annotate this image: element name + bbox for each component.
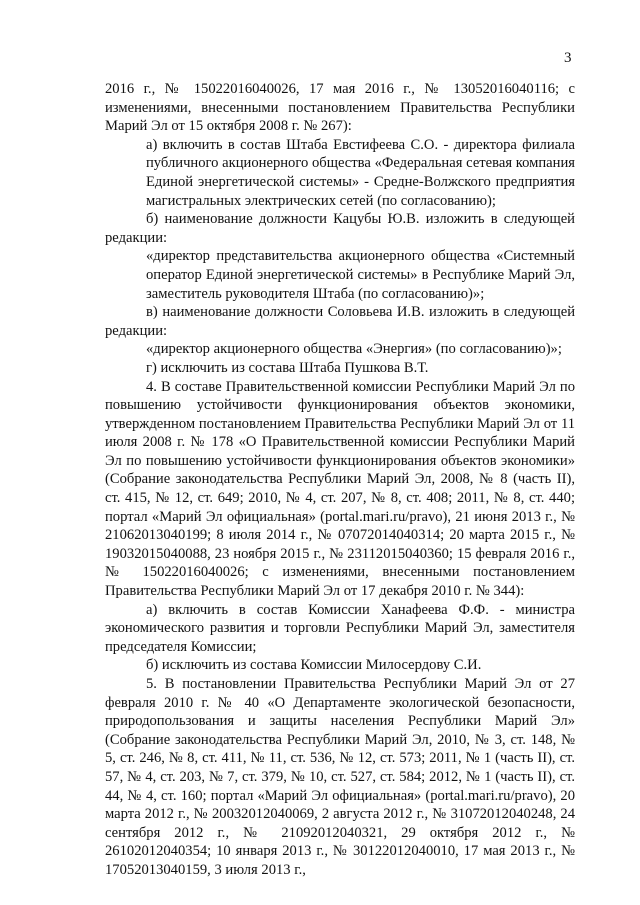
document-body bbox=[105, 80, 575, 880]
paragraph-item-a-include-khanafeev: а) включить в состав Комиссии Ханафеева Ф.Ф. - министра экономического развития и торговли Республики Марий Эл, заместителя председателя Комиссии; bbox=[105, 601, 575, 655]
paragraph-quote-energia: «директор акционерного общества «Энергия» (по согласованию)»; bbox=[146, 341, 562, 358]
paragraph-item-g-exclude-pushkov: г) исключить из состава Штаба Пушкова В.Т. bbox=[146, 359, 429, 376]
page-number: 3 bbox=[564, 50, 572, 66]
paragraph-quote-system-operator: «директор представительства акционерного общества «Системный оператор Единой энергетической системы» в Республике Марий Эл, заместитель руководителя Штаба (по согласованию)»; bbox=[146, 248, 575, 302]
paragraph-item-b-rename-katsuba: б) наименование должности Кацубы Ю.В. изложить в следующей редакции: bbox=[105, 211, 575, 246]
paragraph-item-a-include-evstifeev: а) включить в состав Штаба Евстифеева С.О. - директора филиала публичного акционерного общества «Федеральная сетевая компания Единой энергетической системы» - Средне-Волжского предприятия магистральных электрических сетей (по согласованию); bbox=[146, 136, 575, 209]
paragraph-item-v-rename-solovyev: в) наименование должности Соловьева И.В. изложить в следующей редакции: bbox=[105, 304, 575, 339]
paragraph-continuation: 2016 г., № 15022016040026, 17 мая 2016 г., № 13052016040116; с изменениями, внесенными постановлением Правительства Республики Марий Эл от 15 октября 2008 г. № 267): bbox=[105, 81, 575, 135]
paragraph-item-b-exclude-miloserdova: б) исключить из состава Комиссии Милосердову С.И. bbox=[146, 657, 482, 674]
paragraph-section-5: 5. В постановлении Правительства Республики Марий Эл от 27 февраля 2010 г. № 40 «О Департаменте экологической безопасности, природопользования и защиты населения Республики Марий Эл» (Собрание законодательства Республики Марий Эл, 2010, № 3, ст. 148, № 5, ст. 246, № 8, ст. 411, № 11, ст. 536, № 12, ст. 573; 2011, № 1 (часть II), ст. 57, № 4, ст. 203, № 7, ст. 379, № 10, ст. 527, ст. 584; 2012, № 1 (часть II), ст. 44, № 4, ст. 160; портал «Марий Эл официальная» (portal.mari.ru/pravo), 20 марта 2012 г., № 20032012040069, 2 августа 2012 г., № 31072012040248, 24 сентября 2012 г., № 21092012040321, 29 октября 2012 г., № 26102012040354; 10 января 2013 г., № 30122012040010, 17 мая 2013 г., № 17052013040159, 3 июля 2013 г., bbox=[105, 676, 575, 878]
paragraph-section-4: 4. В составе Правительственной комиссии Республики Марий Эл по повышению устойчивости функционирования объектов экономики, утвержденном постановлением Правительства Республики Марий Эл от 11 июля 2008 г. № 178 «О Правительственной комиссии Республики Марий Эл по повышению устойчивости функционирования объектов экономики» (Собрание законодательства Республики Марий Эл, 2008, № 8 (часть II), ст. 415, № 12, ст. 649; 2010, № 4, ст. 207, № 8, ст. 408; 2011, № 8, ст. 440; портал «Марий Эл официальная» (portal.mari.ru/pravo), 21 июня 2013 г., № 21062013040199; 8 июля 2014 г., № 07072014040314; 20 марта 2015 г., № 19032015040088, 23 ноября 2015 г., № 23112015040360; 15 февраля 2016 г., № 15022016040026; с изменениями, внесенными постановлением Правительства Республики Марий Эл от 17 декабря 2010 г. № 344): bbox=[105, 378, 575, 600]
